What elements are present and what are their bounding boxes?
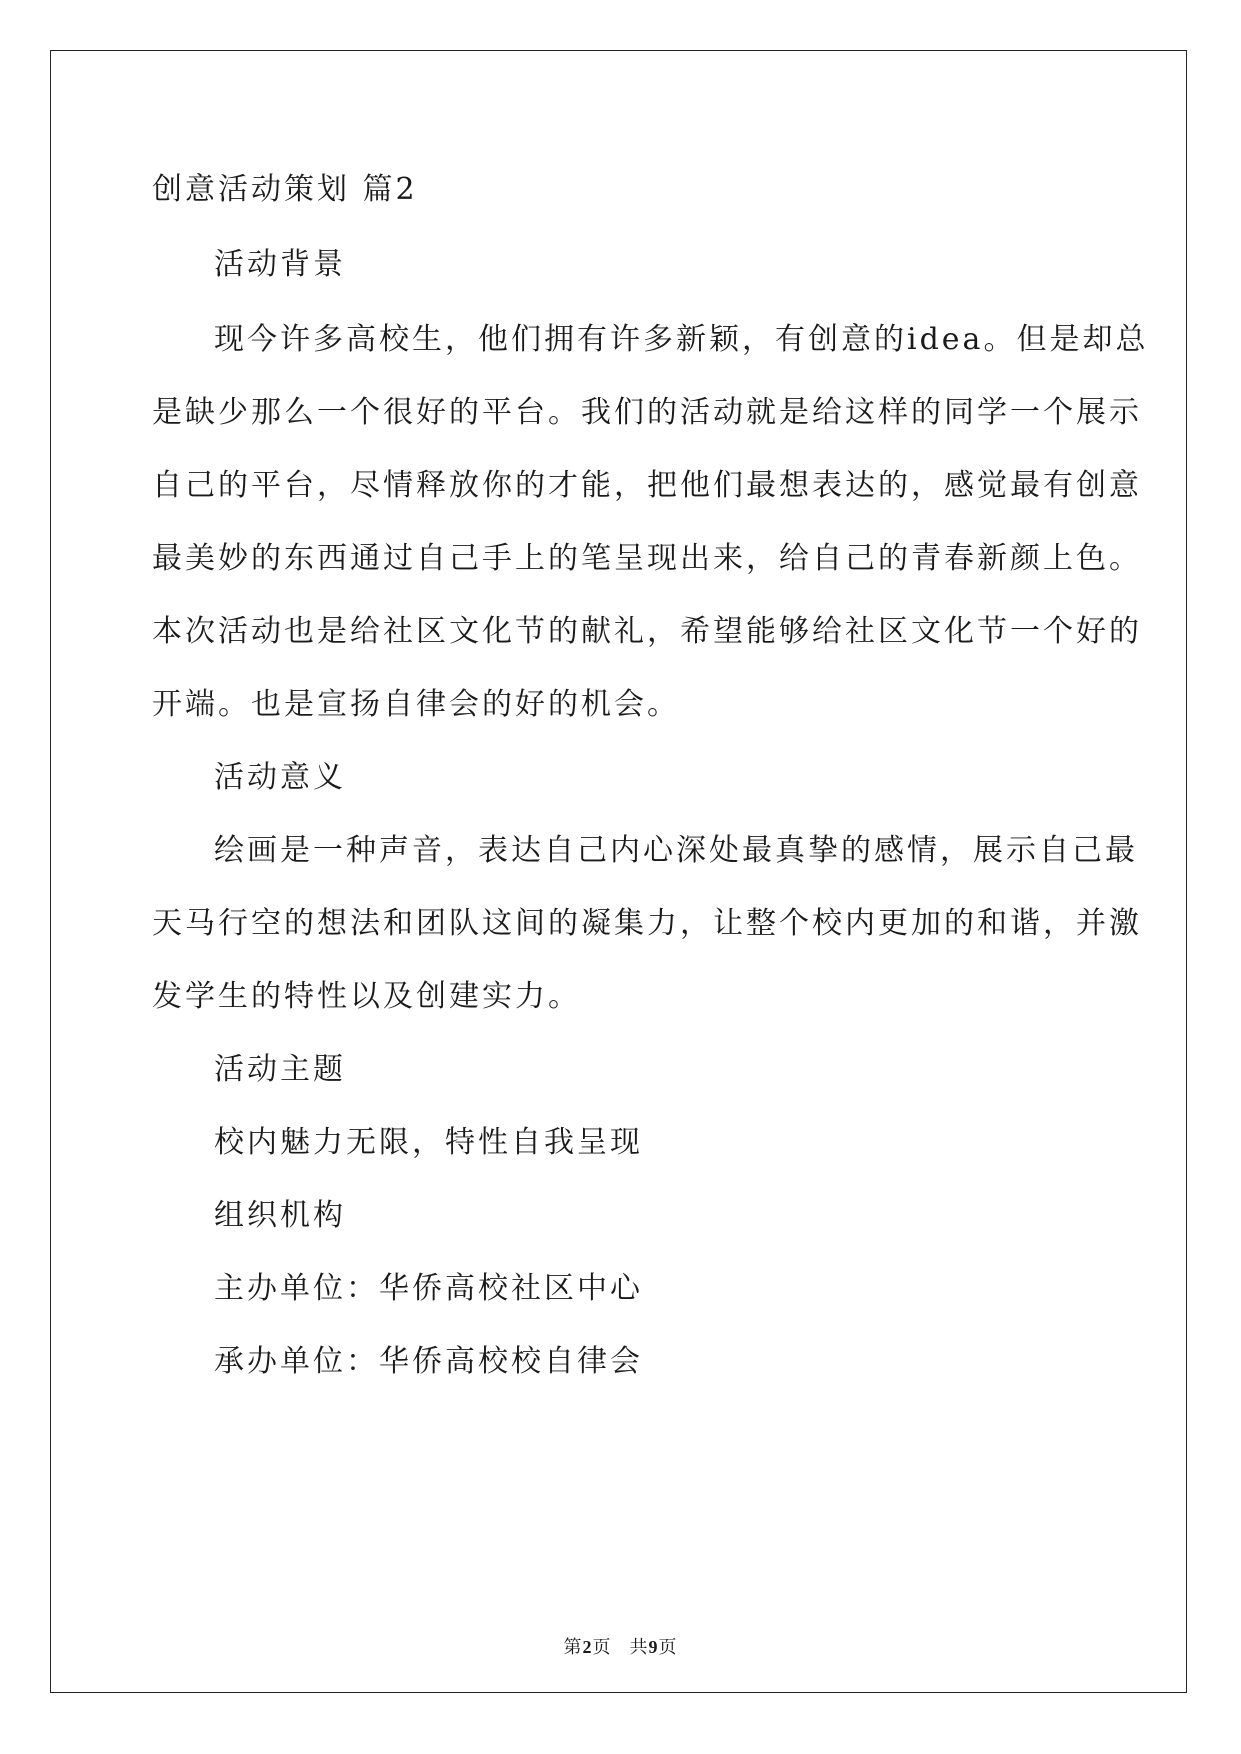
paragraph-line: 天马行空的想法和团队这间的凝集力，让整个校内更加的和谐，并激 (152, 906, 1142, 941)
co-organizer-line: 承办单位：华侨高校校自律会 (214, 1344, 643, 1379)
section-heading-background: 活动背景 (214, 247, 346, 282)
paragraph-line: 开端。也是宣扬自律会的好的机会。 (152, 687, 680, 722)
paragraph-line: 最美妙的东西通过自己手上的笔呈现出来，给自己的青春新颜上色。 (152, 541, 1142, 576)
footer-page-number: 2 (582, 1637, 593, 1657)
paragraph-line: 绘画是一种声音，表达自己内心深处最真挚的感情，展示自己最 (214, 833, 1138, 868)
section-heading-organization: 组织机构 (214, 1198, 346, 1233)
footer-total-suffix: 页 (658, 1637, 678, 1657)
paragraph-line: 现今许多高校生，他们拥有许多新颖，有创意的idea。但是却总 (214, 322, 1149, 357)
section-heading-significance: 活动意义 (214, 760, 346, 795)
paragraph-line: 本次活动也是给社区文化节的献礼，希望能够给社区文化节一个好的 (152, 614, 1142, 649)
footer-total-prefix: 共 (629, 1637, 649, 1657)
page-footer (0, 1633, 1241, 1659)
document-title: 创意活动策划 篇2 (152, 172, 418, 207)
theme-text: 校内魅力无限，特性自我呈现 (214, 1125, 643, 1160)
paragraph-line: 自己的平台，尽情释放你的才能，把他们最想表达的，感觉最有创意 (152, 468, 1142, 503)
paragraph-line: 是缺少那么一个很好的平台。我们的活动就是给这样的同学一个展示 (152, 395, 1142, 430)
footer-page-suffix: 页 (592, 1637, 612, 1657)
footer-total-pages: 9 (648, 1637, 659, 1657)
page-border (50, 50, 1187, 1693)
section-heading-theme: 活动主题 (214, 1052, 346, 1087)
footer-page-prefix: 第 (563, 1637, 583, 1657)
organizer-line: 主办单位：华侨高校社区中心 (214, 1271, 643, 1306)
paragraph-line: 发学生的特性以及创建实力。 (152, 979, 581, 1014)
